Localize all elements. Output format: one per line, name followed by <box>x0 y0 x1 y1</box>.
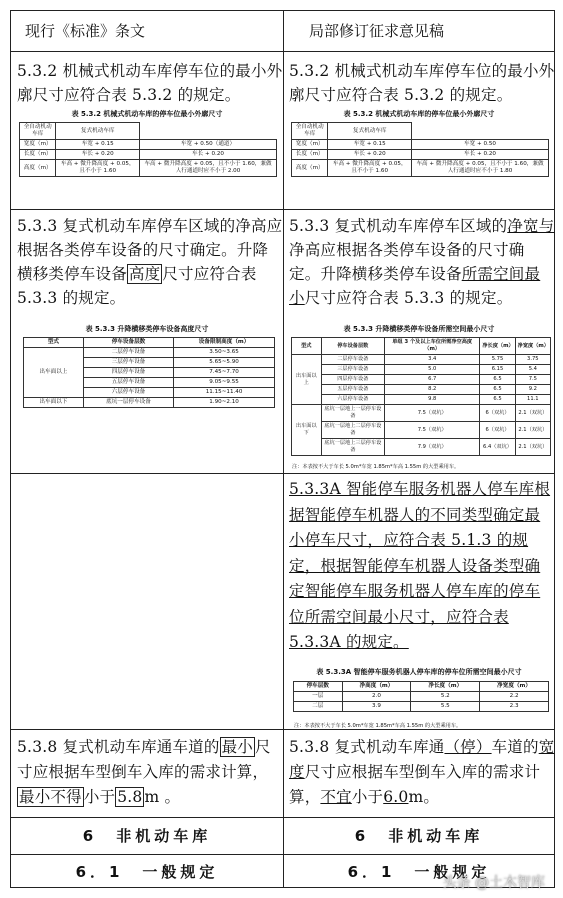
table-cell: 一层 <box>294 692 343 702</box>
table-header-cell: 净宽度（m） <box>480 682 549 692</box>
clause-5-3-8-revised: 5.3.8 复式机动车库通（停）车道的宽度尺寸应根据车型倒车入库的需求计算，不宜小于6.0m。 <box>289 738 555 806</box>
table-cell: 车宽 + 0.50 <box>412 140 549 150</box>
table-cell: 5.2 <box>411 692 480 702</box>
table-row <box>24 398 275 408</box>
table-cell: 6.5 <box>480 385 515 395</box>
underlined-change: 净宽与 <box>507 217 555 235</box>
table-header-row <box>24 338 275 348</box>
table-5-3-3a-caption: 表 5.3.3A 智能停车服务机器人停车库的停车位所需空间最小尺寸 <box>316 668 522 676</box>
table-cell: 四层停车设备 <box>321 375 384 385</box>
table-cell: 2.2 <box>480 692 549 702</box>
table-cell: 二层 <box>294 702 343 712</box>
table-cell: 宽度（m） <box>20 140 56 150</box>
table-cell: 底坑一层地上二层停车设备 <box>321 422 384 439</box>
table-cell: 宽度（m） <box>292 140 328 150</box>
table-cell: 车长 + 0.20 <box>328 150 412 160</box>
table-5-3-3-revised <box>291 337 551 456</box>
table-cell: 2.0 <box>342 692 411 702</box>
table-cell: 五层停车设备 <box>83 378 173 388</box>
table-cell: 9.8 <box>385 395 480 405</box>
table-cell: 出车面以上 <box>292 355 322 405</box>
table-header-row <box>292 338 551 355</box>
table-row <box>292 375 551 385</box>
table-row <box>294 702 549 712</box>
table-cell: 5.4 <box>515 365 550 375</box>
table-cell: 7.5（双坑） <box>385 405 480 422</box>
table-cell: 5.5 <box>411 702 480 712</box>
table-cell: 3.50~3.65 <box>174 348 275 358</box>
table-5-3-3a-note: 注：本表按不大于车长 5.0m*车宽 1.85m*车高 1.55m 的大型乘用车。 <box>294 723 462 729</box>
table-cell: 7.5 <box>515 375 550 385</box>
table-cell: 3.9 <box>342 702 411 712</box>
table-cell: 8.2 <box>385 385 480 395</box>
table-header-cell: 停车设备层数 <box>83 338 173 348</box>
underlined-change: （停） <box>444 738 492 756</box>
table-row <box>292 405 551 422</box>
table-cell: 11.1 <box>515 395 550 405</box>
table-header-cell: 型式 <box>24 338 84 348</box>
table-cell: 出车面以下 <box>292 405 322 456</box>
table-cell: 车高 + 微升降高度 + 0.05，且不小于 1.60，兼做人行通道时应不小于 2.00 <box>140 160 277 177</box>
table-cell: 长度（m） <box>20 150 56 160</box>
table-cell: 车宽 + 0.15 <box>56 140 140 150</box>
table-row <box>292 395 551 405</box>
table-cell: 9.2 <box>515 385 550 395</box>
table-cell: 二层停车设备 <box>321 355 384 365</box>
chapter-6-title-revised: 6 非机动车库 <box>354 827 484 845</box>
table-cell: 五层停车设备 <box>321 385 384 395</box>
table-header-cell: 设备限制高度（m） <box>174 338 275 348</box>
table-cell: 全自动机动车库 <box>292 123 328 140</box>
table-row <box>292 140 549 150</box>
table-header-cell: 单组 3 个及以上车位所需净空高度（m） <box>385 338 480 355</box>
clause-5-3-2-revised: 5.3.2 机械式机动车库停车位的最小外廓尺寸应符合表 5.3.2 的规定。 <box>289 62 555 104</box>
underlined-change: 宽度 <box>289 738 555 781</box>
table-5-3-3a <box>293 681 549 712</box>
row-divider <box>11 209 554 210</box>
table-cell: 四层停车设备 <box>83 368 173 378</box>
boxed-change-height: 高度 <box>128 265 161 283</box>
table-5-3-3-note: 注：本表按不大于车长 5.0m*车宽 1.85m*车高 1.55m 的大型乘用车。 <box>292 464 460 470</box>
table-cell: 5.0 <box>385 365 480 375</box>
table-cell: 2.1（双坑） <box>515 405 550 422</box>
section-6-1-title-revised: 6．1 一般规定 <box>347 863 491 881</box>
table-row <box>20 160 277 177</box>
table-cell: 6（双坑） <box>480 422 515 439</box>
table-cell: 车高 + 微升降高度 + 0.05，且不小于 1.60，兼做人行通道时应不小于 1.80 <box>412 160 549 177</box>
table-header-cell: 停车层数 <box>294 682 343 692</box>
table-5-3-2-current <box>19 122 277 177</box>
table-cell: 长度（m） <box>292 150 328 160</box>
table-cell: 出车面以下 <box>24 398 84 408</box>
table-cell: 11.15~11.40 <box>174 388 275 398</box>
boxed-change: 5.8 <box>117 788 143 806</box>
underlined-change: 6.0 <box>383 788 409 806</box>
table-row <box>20 123 277 140</box>
table-cell: 高度（m） <box>20 160 56 177</box>
table-row <box>292 439 551 456</box>
row-divider <box>11 729 554 730</box>
table-row <box>292 150 549 160</box>
row-divider <box>11 473 554 474</box>
table-cell: 6.5 <box>480 375 515 385</box>
table-cell: 3.4 <box>385 355 480 365</box>
comparison-table <box>10 10 555 888</box>
table-cell: 底坑一层地上一层停车设备 <box>321 405 384 422</box>
underlined-change: 所需空间最小 <box>289 265 541 307</box>
clause-5-3-3a-revised: 5.3.3A 智能停车服务机器人停车库根据智能停车机器人的不同类型确定最小停车尺寸，应符合表 5.1.3 的规定，根据智能停车机器人设备类型确定智能停车服务机器人停车库的停车位所需空间最小尺寸，应符合表 5.3.3A 的规定。 <box>289 480 551 651</box>
clause-5-3-2-current: 5.3.2 机械式机动车库停车位的最小外廓尺寸应符合表 5.3.2 的规定。 <box>17 62 283 104</box>
table-header-row <box>294 682 549 692</box>
table-cell: 6.4（双坑） <box>480 439 515 456</box>
table-row <box>20 140 277 150</box>
row-divider <box>11 817 554 818</box>
boxed-change: 最小 <box>221 738 253 756</box>
table-cell: 全自动机动车库 <box>20 123 56 140</box>
table-cell: 二层停车设备 <box>83 348 173 358</box>
watermark: 头条 @土木智库 <box>442 875 545 891</box>
table-cell: 车长 + 0.20 <box>412 150 549 160</box>
table-row <box>292 160 549 177</box>
table-cell: 6.15 <box>480 365 515 375</box>
table-header-cell: 净宽度（m） <box>515 338 550 355</box>
section-6-1-title-current: 6．1 一般规定 <box>75 863 219 881</box>
table-row <box>294 692 549 702</box>
table-cell: 六层停车设备 <box>321 395 384 405</box>
table-header-cell: 型式 <box>292 338 322 355</box>
table-header-cell: 净长度（m） <box>480 338 515 355</box>
table-5-3-3-caption-revised: 表 5.3.3 升降横移类停车设备所需空间最小尺寸 <box>343 325 495 333</box>
underlined-change: 不宜 <box>320 788 352 806</box>
table-row <box>20 150 277 160</box>
table-cell: 三层停车设备 <box>321 365 384 375</box>
table-cell: 车宽 + 0.15 <box>328 140 412 150</box>
table-cell: 5.65~5.90 <box>174 358 275 368</box>
table-cell: 2.3 <box>480 702 549 712</box>
table-cell: 2.1（双坑） <box>515 422 550 439</box>
table-cell: 6（双坑） <box>480 405 515 422</box>
table-cell: 六层停车设备 <box>83 388 173 398</box>
table-cell: 7.45~7.70 <box>174 368 275 378</box>
table-cell: 底坑一层停车设备 <box>83 398 173 408</box>
chapter-6-title-current: 6 非机动车库 <box>82 827 212 845</box>
table-cell: 2.1（双坑） <box>515 439 550 456</box>
table-cell: 6.5 <box>480 395 515 405</box>
table-cell: 三层停车设备 <box>83 358 173 368</box>
table-cell: 复式机动车库 <box>56 123 140 140</box>
table-cell: 7.9（双坑） <box>385 439 480 456</box>
table-cell: 出车面以上 <box>24 348 84 398</box>
table-row <box>292 355 551 365</box>
table-row <box>292 123 549 140</box>
table-5-3-2-caption-current: 表 5.3.2 机械式机动车库的停车位最小外廓尺寸 <box>71 110 223 118</box>
table-5-3-2-caption-revised: 表 5.3.2 机械式机动车库的停车位最小外廓尺寸 <box>343 110 495 118</box>
table-cell: 车长 + 0.20 <box>56 150 140 160</box>
table-cell: 底坑一层地上三层停车设备 <box>321 439 384 456</box>
table-cell: 1.90~2.10 <box>174 398 275 408</box>
table-cell: 复式机动车库 <box>328 123 412 140</box>
header-revision-draft: 局部修订征求意见稿 <box>309 22 445 40</box>
table-cell: 9.05~9.55 <box>174 378 275 388</box>
table-cell: 车高 + 微升降高度 + 0.05，且不小于 1.60 <box>328 160 412 177</box>
table-row <box>292 385 551 395</box>
boxed-change: 最小不得 <box>19 788 82 806</box>
table-cell: 3.75 <box>515 355 550 365</box>
table-5-3-3-current <box>23 337 275 408</box>
table-cell: 5.75 <box>480 355 515 365</box>
table-5-3-2-revised <box>291 122 549 177</box>
table-header-cell: 停车设备层数 <box>321 338 384 355</box>
table-row <box>292 422 551 439</box>
clause-5-3-3-current: 5.3.3 复式机动车库停车区域的净高应根据各类停车设备的尺寸确定。升降横移类停车设备 高度 尺寸应符合表 5.3.3 的规定。 <box>17 217 283 307</box>
table-cell: 6.7 <box>385 375 480 385</box>
clause-5-3-3-revised: 5.3.3 复式机动车库停车区域的净宽与净高应根据各类停车设备的尺寸确定。升降横移类停车设备所需空间最小尺寸应符合表 5.3.3 的规定。 <box>289 217 555 307</box>
table-cell: 车高 + 微升降高度 + 0.05，且不小于 1.60 <box>56 160 140 177</box>
table-cell: 7.5（双坑） <box>385 422 480 439</box>
clause-5-3-8-current: 5.3.8 复式机动车库通车道的 最小 尺寸应根据车型倒车入库的需求计算，最小不得 小于 5.8 m 。 <box>17 738 271 806</box>
table-header-cell: 净高度（m） <box>342 682 411 692</box>
table-cell: 车长 + 0.20 <box>140 150 277 160</box>
row-divider <box>11 854 554 855</box>
header-current-standard: 现行《标准》条文 <box>25 22 146 40</box>
table-cell: 车宽 + 0.50（通道） <box>140 140 277 150</box>
column-divider <box>283 11 284 887</box>
table-header-cell: 净长度（m） <box>411 682 480 692</box>
table-5-3-3-caption-current: 表 5.3.3 升降横移类停车设备高度尺寸 <box>85 325 209 333</box>
table-row <box>24 348 275 358</box>
row-divider <box>11 51 554 52</box>
table-cell: 高度（m） <box>292 160 328 177</box>
table-row <box>292 365 551 375</box>
